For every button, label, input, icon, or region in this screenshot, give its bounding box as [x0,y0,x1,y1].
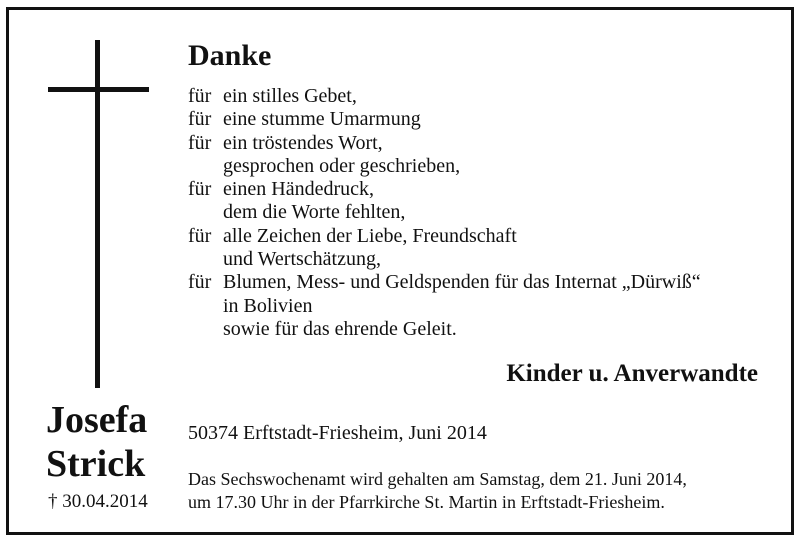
line-text: gesprochen oder geschrieben, [223,154,461,177]
thanks-line [188,85,701,108]
line-text: Blumen, Mess- und Geldspenden für das Internat „Dürwiß“ [223,271,701,294]
line-text: eine stumme Umarmung [223,108,421,131]
line-text: alle Zeichen der Liebe, Freundschaft [223,224,517,247]
thanks-line [188,295,701,318]
line-lead: für [188,224,212,247]
thanks-line [188,318,701,341]
cross-icon-bar [48,87,149,92]
line-text: und Wertschätzung, [223,248,381,271]
line-text: in Bolivien [223,294,313,317]
line-lead: für [188,108,212,131]
signature: Kinder u. Anverwandte [506,360,758,387]
line-text: sowie für das ehrende Geleit. [223,317,457,340]
thanks-line [188,201,701,224]
thanks-line [188,248,701,271]
thanks-line [188,108,701,131]
thanks-line [188,178,701,201]
place-date: 50374 Erftstadt-Friesheim, Juni 2014 [188,422,487,444]
line-lead: für [188,131,212,154]
line-lead: für [188,178,212,201]
line-lead: für [188,85,212,107]
thanks-list [188,85,701,341]
first-name: Josefa [46,399,148,441]
thanks-line [188,132,701,155]
heading-danke: Danke [188,39,272,72]
line-text: ein stilles Gebet, [223,85,357,107]
thanks-line [188,155,701,178]
line-lead: für [188,271,212,294]
thanks-line [188,225,701,248]
cross-icon [95,40,100,388]
notice-line: um 17.30 Uhr in der Pfarrkirche St. Martin in Erftstadt-Friesheim. [188,492,665,512]
death-date: † 30.04.2014 [48,491,148,512]
thanks-line [188,271,701,294]
mass-notice [188,468,687,514]
line-text: einen Händedruck, [223,178,375,201]
notice-line: Das Sechswochenamt wird gehalten am Samstag, dem 21. Juni 2014, [188,469,687,489]
last-name: Strick [46,443,146,485]
line-text: dem die Worte fehlten, [223,201,406,224]
deceased-name [46,398,147,486]
line-text: ein tröstendes Wort, [223,131,383,154]
